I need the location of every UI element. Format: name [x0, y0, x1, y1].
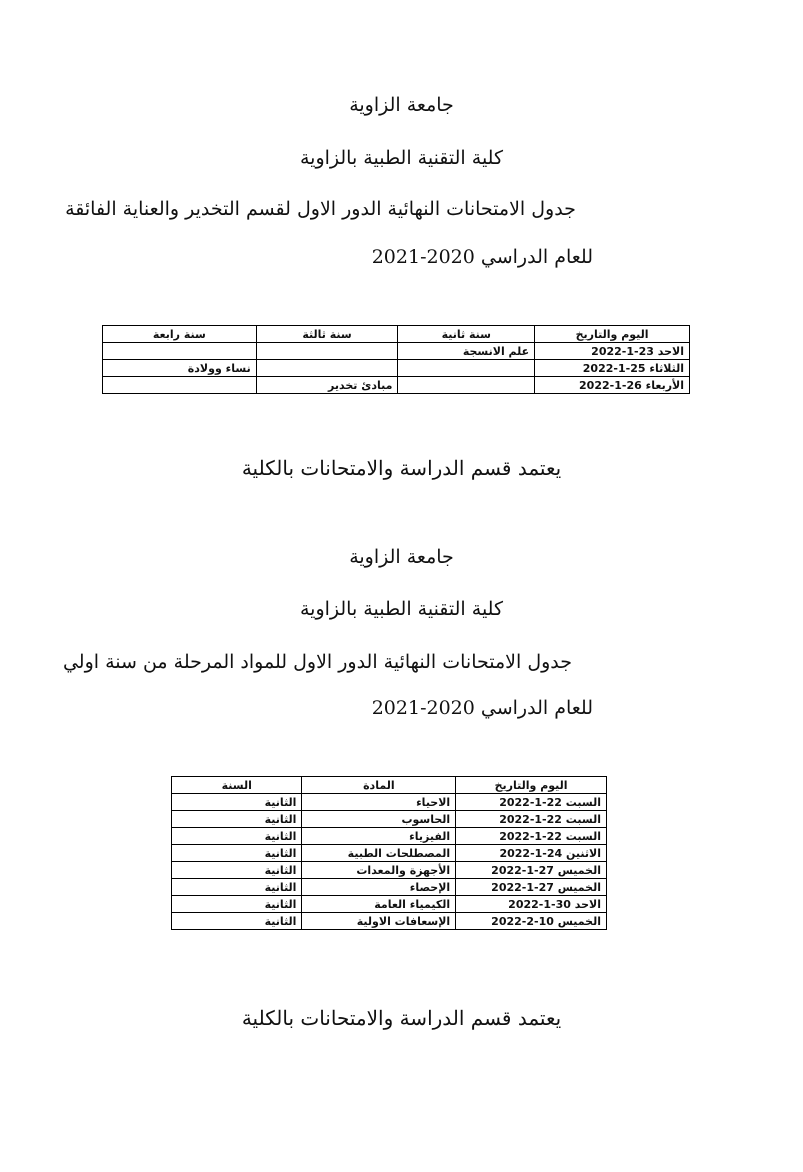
cell-fourth-year: نساء وولادة — [103, 360, 257, 377]
table-row — [172, 879, 607, 896]
table-header-row — [172, 777, 607, 794]
header-day-date: اليوم والتاريخ — [456, 777, 607, 794]
college-name: كلية التقنية الطبية بالزاوية — [299, 147, 504, 169]
cell-subject: الكيمياء العامة — [302, 896, 456, 913]
cell-day-date: السبت 22-1-2022 — [456, 794, 607, 811]
cell-day-date: الخميس 10-2-2022 — [456, 913, 607, 930]
cell-subject: الاحياء — [302, 794, 456, 811]
header-year: السنة — [172, 777, 302, 794]
table-row — [103, 360, 690, 377]
cell-day-date: الثلاثاء 25-1-2022 — [535, 360, 690, 377]
cell-day-date: الاثنين 24-1-2022 — [456, 845, 607, 862]
cell-year: الثانية — [172, 879, 302, 896]
table-row — [172, 828, 607, 845]
cell-year: الثانية — [172, 896, 302, 913]
cell-subject: المصطلحات الطبية — [302, 845, 456, 862]
cell-day-date: الاحد 23-1-2022 — [535, 343, 690, 360]
academic-year: للعام الدراسي 2020-2021 — [371, 246, 593, 268]
cell-year: الثانية — [172, 828, 302, 845]
college-name: كلية التقنية الطبية بالزاوية — [299, 598, 504, 620]
academic-year: للعام الدراسي 2020-2021 — [371, 697, 593, 719]
university-name: جامعة الزاوية — [349, 94, 454, 116]
table-row — [172, 794, 607, 811]
cell-day-date: السبت 22-1-2022 — [456, 811, 607, 828]
cell-third-year — [256, 343, 398, 360]
cell-subject: الإحصاء — [302, 879, 456, 896]
cell-day-date: الخميس 27-1-2022 — [456, 879, 607, 896]
table-header-row — [103, 326, 690, 343]
table-row — [172, 896, 607, 913]
table-row — [103, 343, 690, 360]
header-third-year: سنة ثالثة — [256, 326, 398, 343]
approval-note: يعتمد قسم الدراسة والامتحانات بالكلية — [241, 456, 562, 480]
cell-subject: الحاسوب — [302, 811, 456, 828]
cell-fourth-year — [103, 377, 257, 394]
cell-year: الثانية — [172, 794, 302, 811]
cell-subject: الفيزياء — [302, 828, 456, 845]
header-day-date: اليوم والتاريخ — [535, 326, 690, 343]
first-year-subjects-exam-table — [171, 776, 607, 930]
table-row — [172, 845, 607, 862]
schedule-title: جدول الامتحانات النهائية الدور الاول للمواد المرحلة من سنة اولي — [62, 651, 573, 673]
header-subject: المادة — [302, 777, 456, 794]
header-fourth-year: سنة رابعة — [103, 326, 257, 343]
cell-day-date: الاحد 30-1-2022 — [456, 896, 607, 913]
cell-second-year — [398, 360, 535, 377]
cell-third-year — [256, 360, 398, 377]
cell-year: الثانية — [172, 913, 302, 930]
cell-second-year: علم الانسجة — [398, 343, 535, 360]
cell-year: الثانية — [172, 845, 302, 862]
university-name: جامعة الزاوية — [349, 546, 454, 568]
cell-fourth-year — [103, 343, 257, 360]
schedule-title: جدول الامتحانات النهائية الدور الاول لقسم التخدير والعناية الفائقة — [65, 198, 576, 220]
cell-third-year: مبادئ تخدير — [256, 377, 398, 394]
cell-day-date: الخميس 27-1-2022 — [456, 862, 607, 879]
table-row — [172, 811, 607, 828]
cell-subject: الإسعافات الاولية — [302, 913, 456, 930]
cell-year: الثانية — [172, 811, 302, 828]
cell-day-date: الأربعاء 26-1-2022 — [535, 377, 690, 394]
table-row — [172, 862, 607, 879]
approval-note: يعتمد قسم الدراسة والامتحانات بالكلية — [241, 1006, 562, 1030]
table-row — [103, 377, 690, 394]
cell-subject: الأجهزة والمعدات — [302, 862, 456, 879]
cell-year: الثانية — [172, 862, 302, 879]
table-row — [172, 913, 607, 930]
cell-day-date: السبت 22-1-2022 — [456, 828, 607, 845]
header-second-year: سنة ثانية — [398, 326, 535, 343]
cell-second-year — [398, 377, 535, 394]
anesthesia-exam-table — [102, 325, 690, 394]
